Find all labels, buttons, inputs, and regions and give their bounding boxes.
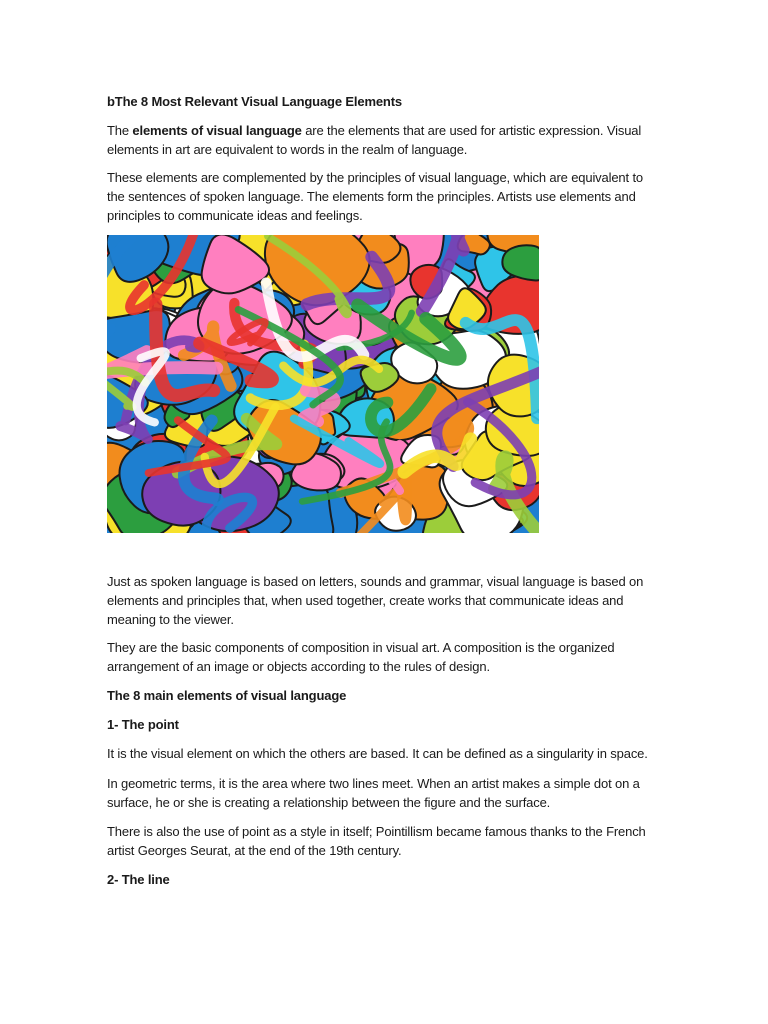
artwork-canvas <box>107 235 539 533</box>
intro-paragraph <box>107 121 652 159</box>
artwork-stroke <box>401 477 407 520</box>
intro-post: are the elements that are used for artistic expression. Visual elements in art are equivalent to words in the realm of language. <box>107 123 642 157</box>
heading-point: 1- The point <box>107 717 179 732</box>
intro-bold-term: elements of visual language <box>132 123 302 138</box>
heading-main-elements: The 8 main elements of visual language <box>107 688 347 703</box>
paragraph-composition: They are the basic components of composition in visual art. A composition is the organized arrangement of an image or objects according to the rules of design. <box>107 640 615 674</box>
abstract-artwork-image <box>107 235 539 533</box>
paragraph-principles: These elements are complemented by the principles of visual language, which are equivalent to the sentences of spoken language. The elements form the principles. Artists use elements and principles to communicate ideas and feelings. <box>107 170 643 223</box>
paragraph-point-definition: It is the visual element on which the others are based. It can be defined as a singularity in space. <box>107 746 648 761</box>
paragraph-pointillism: There is also the use of point as a style in itself; Pointillism became famous thanks to the French artist Georges Seurat, at the end of the 19th century. <box>107 824 646 858</box>
paragraph-spoken-language: Just as spoken language is based on letters, sounds and grammar, visual language is based on elements and principles that, when used together, create works that communicate ideas and meaning to the viewer. <box>107 574 644 627</box>
paragraph-point-geometry: In geometric terms, it is the area where two lines meet. When an artist makes a simple dot on a surface, he or she is creating a relationship between the figure and the surface. <box>107 776 640 810</box>
document-title: bThe 8 Most Relevant Visual Language Elements <box>107 94 402 109</box>
heading-line: 2- The line <box>107 872 170 887</box>
intro-pre: The <box>107 123 133 138</box>
